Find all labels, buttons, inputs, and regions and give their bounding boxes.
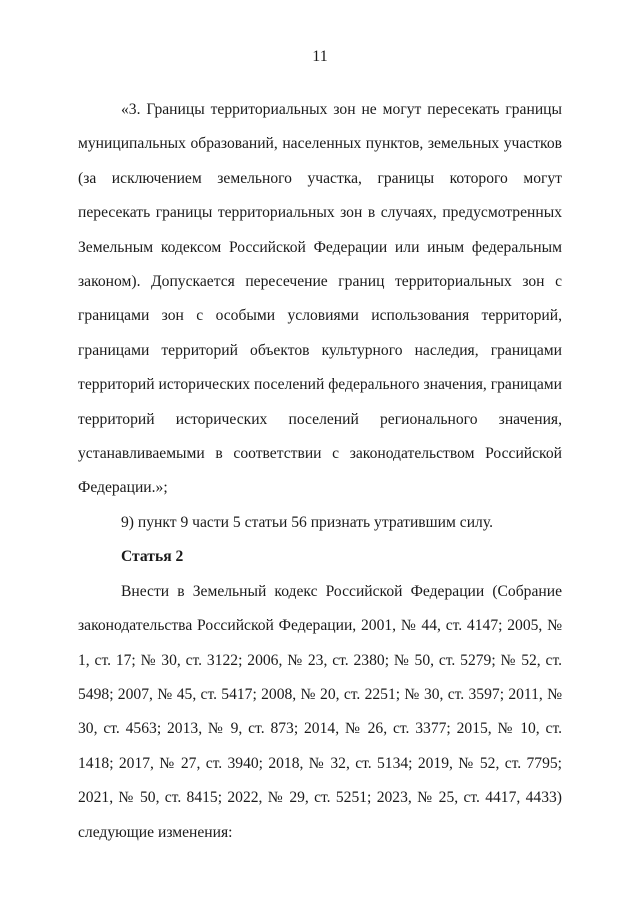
document-body bbox=[78, 93, 562, 850]
item-9-paragraph: 9) пункт 9 части 5 статьи 56 признать утратившим силу. bbox=[121, 513, 493, 531]
quoted-paragraph: «3. Границы территориальных зон не могут пересекать границы муниципальных образований, населенных пунктов, земельных участков (за исключением земельного участка, границы которого могут пересекать границы территориальных зон в случаях, предусмотренных Земельным кодексом Российской Федерации или иным федеральным законом). Допускается пересечение границ территориальных зон с границами зон с особыми условиями использования территорий, границами территорий объектов культурного наследия, границами территорий исторических поселений федерального значения, границами территорий исторических поселений регионального значения, устанавливаемыми в соответствии с законодательством Российской Федерации.»; bbox=[78, 101, 562, 497]
page-number: 11 bbox=[312, 48, 328, 65]
article-heading: Статья 2 bbox=[121, 548, 184, 566]
amendment-paragraph: Внести в Земельный кодекс Российской Федерации (Собрание законодательства Российской Федерации, 2001, № 44, ст. 4147; 2005, № 1, ст. 17; № 30, ст. 3122; 2006, № 23, ст. 2380; № 50, ст. 5279; № 52, ст. 5498; 2007, № 45, ст. 5417; 2008, № 20, ст. 2251; № 30, ст. 3597; 2011, № 30, ст. 4563; 2013, № 9, ст. 873; 2014, № 26, ст. 3377; 2015, № 10, ст. 1418; 2017, № 27, ст. 3940; 2018, № 32, ст. 5134; 2019, № 52, ст. 7795; 2021, № 50, ст. 8415; 2022, № 29, ст. 5251; 2023, № 25, ст. 4417, 4433) следующие изменения: bbox=[78, 582, 562, 841]
